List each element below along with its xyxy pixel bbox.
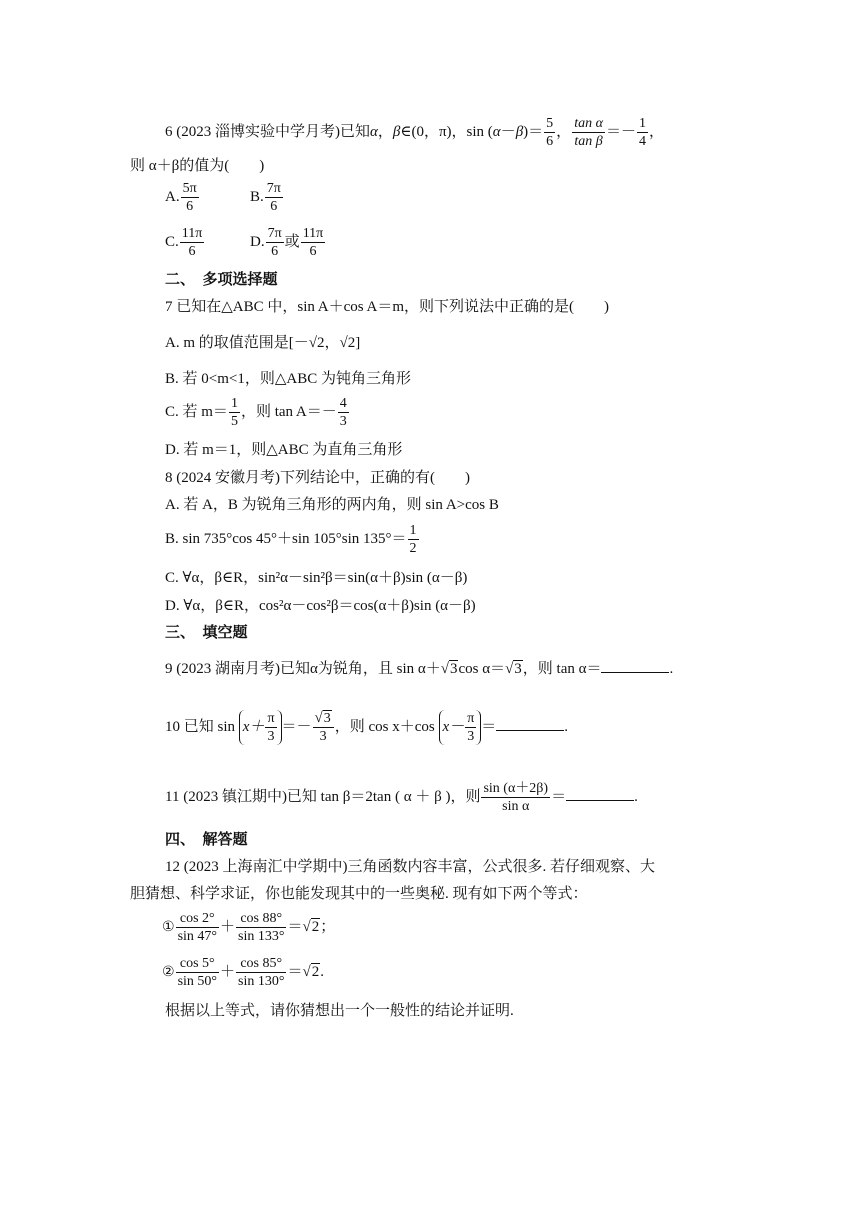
question-12-line2: 胆猜想、科学求证，你也能发现其中的一些奥秘. 现有如下两个等式：	[130, 886, 588, 902]
parenthesis-group: x－ $\frac{\pi}{3}$	[439, 710, 482, 745]
fraction: $\frac{1}{4}$	[638, 116, 646, 149]
question-11: 11 (2023 镇江期中)已知 tan β＝2tan ( α ＋ β )，则 $\frac{\sin (\alpha+2\beta)}{\text{sin α}}$ ＝ .	[165, 781, 638, 814]
fraction: $\frac{5}{6}$	[546, 116, 554, 149]
question-10: 10 已知 sin x＋ $\frac{\pi}{3}$ ＝－ $\frac{√3}{3}$ ，则 cos x＋cos x－ $\frac{\pi}{3}$ ＝ .	[165, 710, 569, 744]
question-6-stem: 6 (2023 淄博实验中学月考)已知α，β∈(0，π)，sin (α－β)＝ $\frac{5}{6}$ ， $\frac{\text{tan α}}{\text{tan β}}$ ＝－ $\frac{1}{4}$ ，	[165, 116, 664, 149]
question-7-option-a: A. m 的取值范围是[－√2，√2]	[165, 335, 361, 351]
question-8-stem: 8 (2024 安徽月考)下列结论中，正确的有( )	[165, 470, 470, 486]
question-6-line2: 则 α＋β的值为( )	[130, 158, 265, 174]
parenthesis-group: x＋ $\frac{\pi}{3}$	[239, 710, 282, 745]
fraction: $\frac{\text{tan α}}{\text{tan β}}$	[574, 116, 603, 149]
question-8-option-b: B. sin 735°cos 45°＋sin 105°sin 135°＝ $\frac{1}{2}$	[165, 523, 417, 556]
answer-blank[interactable]	[601, 658, 669, 673]
question-12-line1: 12 (2023 上海南汇中学期中)三角函数内容丰富，公式很多. 若仔细观察、大	[165, 859, 655, 875]
question-12-equation-2: ② $\frac{\cos 5^\circ}{\sin 50^\circ}$ ＋ $\frac{\cos 85^\circ}{\sin 130^\circ}$ ＝√2.	[162, 956, 324, 989]
section-heading-fill-in: 三、 填空题	[165, 625, 248, 641]
question-6-option-c: C. $\frac{11\pi}{6}$	[165, 226, 203, 259]
question-8-option-d: D. ∀α，β∈R，cos²α－cos²β＝cos(α＋β)sin (α－β)	[165, 598, 476, 614]
question-6-option-a: A. $\frac{5\pi}{6}$	[165, 181, 197, 214]
question-6-option-d: D. $\frac{7\pi}{6}$ 或 $\frac{11\pi}{6}$	[250, 226, 324, 259]
answer-blank[interactable]	[496, 716, 564, 731]
section-heading-answer: 四、 解答题	[165, 832, 248, 848]
question-8-option-c: C. ∀α，β∈R，sin²α－sin²β＝sin(α＋β)sin (α－β)	[165, 570, 468, 586]
question-7-stem: 7 已知在△ABC 中，sin A＋cos A＝m，则下列说法中正确的是( )	[165, 299, 610, 315]
question-8-option-a: A. 若 A，B 为锐角三角形的两内角，则 sin A>cos B	[165, 497, 499, 513]
question-7-option-c: C. 若 m＝ $\frac{1}{5}$ ，则 tan A＝－ $\frac{4}{3}$	[165, 396, 347, 429]
question-12-conclusion: 根据以上等式，请你猜想出一个一般性的结论并证明.	[165, 1003, 514, 1019]
question-7-option-b: B. 若 0<m<1，则△ABC 为钝角三角形	[165, 371, 411, 387]
question-7-option-d: D. 若 m＝1，则△ABC 为直角三角形	[165, 442, 403, 458]
answer-blank[interactable]	[566, 786, 634, 801]
question-12-equation-1: ① $\frac{\cos 2^\circ}{\sin 47^\circ}$ ＋ $\frac{\cos 88^\circ}{\sin 133^\circ}$ ＝√2；	[162, 911, 336, 944]
section-heading-multiple-choice: 二、 多项选择题	[165, 272, 278, 288]
question-9: 9 (2023 湖南月考)已知α为锐角，且 sin α＋√3cos α＝√3，则 tan α＝ .	[165, 658, 673, 679]
question-6-option-b: B. $\frac{7\pi}{6}$	[250, 181, 281, 214]
